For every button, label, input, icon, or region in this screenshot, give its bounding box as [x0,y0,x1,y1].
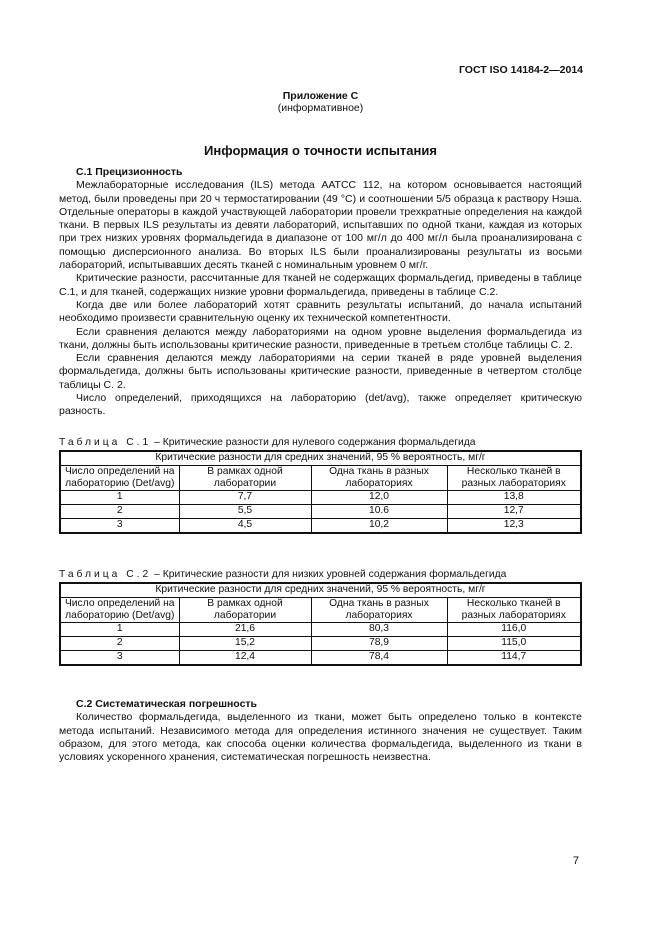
cell: 115,0 [447,637,581,651]
table-caption [59,437,476,448]
cell: 78,4 [311,651,447,666]
column-header: Одна ткань в разных лабораториях [311,598,447,623]
column-header: В рамках одной лаборатории [179,466,311,491]
column-header: Одна ткань в разных лабораториях [311,466,447,491]
column-header: Число определений на лабораторию (Det/avg) [60,598,179,623]
table-caption-text: – Критические разности для низких уровней содержания формальдегида [154,569,507,580]
cell: 78,9 [311,637,447,651]
cell: 12,7 [447,505,581,519]
paragraph: Число определений, приходящихся на лабораторию (det/avg), также определяет критическую разность. [59,392,582,418]
page-title: Информация о точности испытания [204,143,437,158]
paragraph: Количество формальдегида, выделенного из ткани, может быть определено только в контексте метода испытаний. Независимого метода для определения истинного значения не существует. Таким образом, для этого метода, как способа оценки количества формальдегида, выделенного из ткани в условиях ускоренного хранения, систематическая погрешность неизвестна. [59,711,582,764]
table-caption-text: – Критические разности для нулевого содержания формальдегида [154,437,476,448]
cell: 10,2 [311,519,447,534]
cell: 116,0 [447,623,581,637]
cell: 5,5 [179,505,311,519]
cell: 7,7 [179,491,311,505]
table-label: Таблица С.2 [59,569,152,580]
cell: 12,4 [179,651,311,666]
paragraph: Если сравнения делаются между лабораториями на одном уровне выделения формальдегида из ткани, должны быть использованы критические разности, приведенные в третьем столбце таблицы С. 2. [59,325,582,351]
cell: 3 [60,519,179,534]
cell: 15,2 [179,637,311,651]
span-header: Критические разности для средних значений, 95 % вероятность, мг/г [60,451,581,466]
paragraph: Межлабораторные исследования (ILS) метода AATCC 112, на котором основывается настоящий метод, были проведены при 20 ч термостатировании (49 °С) и соотношении 5/5 образца к раствору Нэша. Отдельные операторы в каждой участвующей лаборатории провели трехкратные определения на каждой ткани. В первых ILS результаты из девяти лабораторий, испытавших по одной ткани, каждая из которых при трех низких уровнях формальдегида в диапазоне от 100 мг/л до 400 мг/л была проанализирована с помощью дисперсионного анализа. Во вторых ILS были проанализированы результаты из восьми лабораторий, испытывавших десять тканей с номинальным уровнем 0 мг/г. [59,179,582,272]
table-c2 [59,582,582,666]
table-row [60,519,581,534]
paragraph: Когда две или более лабораторий хотят сравнить результаты испытаний, до начала испытаний необходимо произвести сравнительную оценку их технической компетентности. [59,298,582,325]
section-heading: С.1 Прецизионность [76,166,183,178]
cell: 1 [60,623,179,637]
table-row [60,637,581,651]
cell: 12,3 [447,519,581,534]
table-row [60,623,581,637]
table-c1 [59,450,582,534]
paragraph: Если сравнения делаются между лабораториями на серии тканей в ряде уровней выделения формальдегида, должны быть использованы критические разности, приведенные в четвертом столбце таблицы С. 2. [59,352,582,391]
cell: 114,7 [447,651,581,666]
paragraph: Критические разности, рассчитанные для тканей не содержащих формальдегид, приведены в таблице С.1, и для тканей, содержащих низкие уровни формальдегида, приведены в таблице С.2. [59,272,582,298]
column-header: В рамках одной лаборатории [179,598,311,623]
cell: 2 [60,637,179,651]
cell: 12,0 [311,491,447,505]
column-header: Число определений на лабораторию (Det/avg) [60,466,179,491]
cell: 80,3 [311,623,447,637]
cell: 2 [60,505,179,519]
cell: 13,8 [447,491,581,505]
table-caption [59,569,506,580]
annex-title: Приложение С [282,90,359,102]
page-number: 7 [572,855,579,867]
cell: 3 [60,651,179,666]
section-2 [59,698,582,764]
span-header: Критические разности для средних значений, 95 % вероятность, мг/г [60,583,581,598]
table-row [60,491,581,505]
table-row [60,651,581,666]
cell: 4,5 [179,519,311,534]
section-heading: С.2 Систематическая погрешность [76,698,258,710]
table-row [60,505,581,519]
cell: 21,6 [179,623,311,637]
section-1 [59,166,582,419]
cell: 10.6 [311,505,447,519]
column-header: Несколько тканей в разных лабораториях [447,598,581,623]
annex-subtitle: (информативное) [277,102,364,114]
column-header: Несколько тканей в разных лабораториях [447,466,581,491]
table-label: Таблица С.1 [59,437,152,448]
cell: 1 [60,491,179,505]
standard-designation: ГОСТ ISO 14184-2—2014 [458,64,583,76]
